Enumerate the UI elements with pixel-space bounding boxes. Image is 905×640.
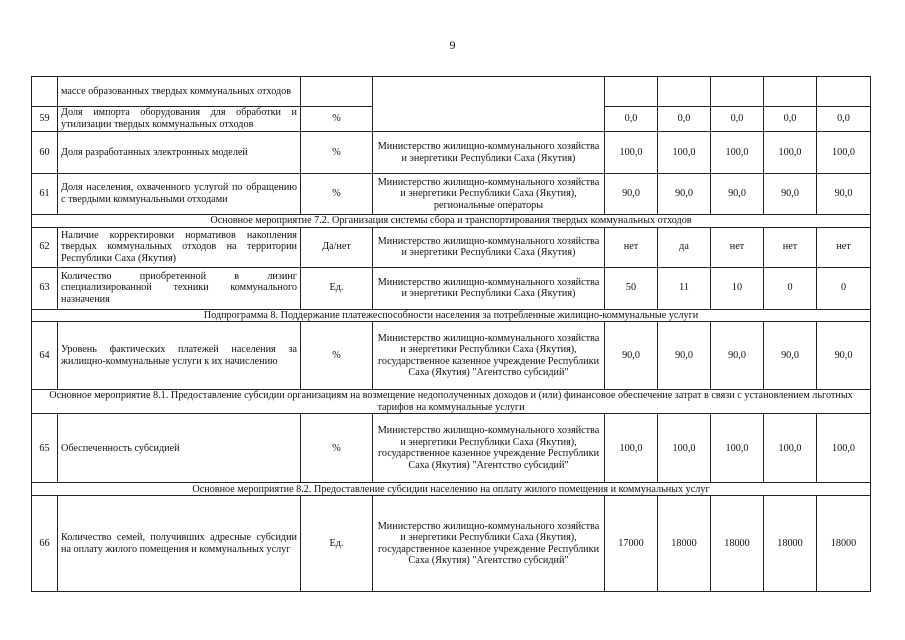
page-number: 9 <box>449 38 456 52</box>
executor-cell: Министерство жилищно-коммунального хозяйства и энергетики Республики Саха (Якутия), региональные операторы <box>373 174 605 215</box>
unit-cell: % <box>301 174 373 215</box>
executor-cell: Министерство жилищно-коммунального хозяйства и энергетики Республики Саха (Якутия) <box>373 267 605 309</box>
value-cell: нет <box>764 227 817 267</box>
indicator-cell: Доля импорта оборудования для обработки и утилизации твердых коммунальных отходов <box>58 107 301 132</box>
unit-cell: % <box>301 132 373 174</box>
value-cell: 0,0 <box>711 107 764 132</box>
value-cell: 100,0 <box>711 132 764 174</box>
value-cell: 100,0 <box>658 414 711 483</box>
unit-cell: % <box>301 107 373 132</box>
value-cell: 0 <box>817 267 871 309</box>
value-cell: 90,0 <box>711 322 764 390</box>
executor-cell: Министерство жилищно-коммунального хозяйства и энергетики Республики Саха (Якутия), государственное казенное учреждение Республики Саха (Якутия) "Агентство субсидий" <box>373 414 605 483</box>
value-cell: 0,0 <box>605 107 658 132</box>
section-header-row <box>32 309 871 322</box>
value-cell: 0,0 <box>764 107 817 132</box>
table-row <box>32 322 871 390</box>
row-number: 65 <box>32 414 58 483</box>
value-cell <box>817 77 871 107</box>
value-cell: 90,0 <box>658 322 711 390</box>
value-cell: 0,0 <box>658 107 711 132</box>
indicator-cell: массе образованных твердых коммунальных отходов <box>58 77 301 107</box>
table-row <box>32 496 871 592</box>
value-cell: 18000 <box>817 496 871 592</box>
value-cell: нет <box>605 227 658 267</box>
value-cell <box>764 77 817 107</box>
executor-cell: Министерство жилищно-коммунального хозяйства и энергетики Республики Саха (Якутия), государственное казенное учреждение Республики Саха (Якутия) "Агентство субсидий" <box>373 496 605 592</box>
section-header-row <box>32 215 871 228</box>
table-row <box>32 77 871 107</box>
value-cell: 10 <box>711 267 764 309</box>
value-cell: 100,0 <box>711 414 764 483</box>
row-number: 64 <box>32 322 58 390</box>
unit-cell: % <box>301 322 373 390</box>
value-cell: 100,0 <box>764 132 817 174</box>
table-row <box>32 174 871 215</box>
value-cell: 100,0 <box>658 132 711 174</box>
executor-cell: Министерство жилищно-коммунального хозяйства и энергетики Республики Саха (Якутия) <box>373 227 605 267</box>
value-cell: 0 <box>764 267 817 309</box>
section-title: Основное мероприятие 8.2. Предоставление субсидии населению на оплату жилого помещения и коммунальных услуг <box>32 483 871 496</box>
unit-cell: Ед. <box>301 267 373 309</box>
value-cell: 90,0 <box>658 174 711 215</box>
section-title: Подпрограмма 8. Поддержание платежеспособности населения за потребленные жилищно-коммунальные услуги <box>32 309 871 322</box>
table-row <box>32 414 871 483</box>
value-cell: да <box>658 227 711 267</box>
indicator-cell: Обеспеченность субсидией <box>58 414 301 483</box>
unit-cell <box>301 77 373 107</box>
value-cell: 90,0 <box>764 322 817 390</box>
value-cell: нет <box>817 227 871 267</box>
row-number: 62 <box>32 227 58 267</box>
section-title: Основное мероприятие 8.1. Предоставление субсидии организациям на возмещение недополученных доходов и (или) финансовое обеспечение затрат в связи с установлением льготных тарифов на коммунальные услуги <box>32 390 871 414</box>
indicator-cell: Количество приобретенной в лизинг специализированной техники коммунального назначения <box>58 267 301 309</box>
table-row <box>32 227 871 267</box>
row-number: 59 <box>32 107 58 132</box>
value-cell: 18000 <box>658 496 711 592</box>
value-cell: 90,0 <box>817 322 871 390</box>
indicator-cell: Уровень фактических платежей населения за жилищно-коммунальные услуги к их начислению <box>58 322 301 390</box>
executor-cell: Министерство жилищно-коммунального хозяйства и энергетики Республики Саха (Якутия), государственное казенное учреждение Республики Саха (Якутия) "Агентство субсидий" <box>373 322 605 390</box>
row-number: 61 <box>32 174 58 215</box>
indicator-cell: Количество семей, получивших адресные субсидии на оплату жилого помещения и коммунальных услуг <box>58 496 301 592</box>
value-cell: 100,0 <box>817 132 871 174</box>
row-number <box>32 77 58 107</box>
indicator-cell: Доля разработанных электронных моделей <box>58 132 301 174</box>
value-cell: 90,0 <box>817 174 871 215</box>
indicator-cell: Доля населения, охваченного услугой по обращению с твердыми коммунальными отходами <box>58 174 301 215</box>
row-number: 63 <box>32 267 58 309</box>
value-cell: 50 <box>605 267 658 309</box>
value-cell: 90,0 <box>764 174 817 215</box>
value-cell <box>658 77 711 107</box>
section-header-row <box>32 390 871 414</box>
indicator-cell: Наличие корректировки нормативов накопления твердых коммунальных отходов на территории Республики Саха (Якутия) <box>58 227 301 267</box>
value-cell: нет <box>711 227 764 267</box>
unit-cell: % <box>301 414 373 483</box>
value-cell: 100,0 <box>764 414 817 483</box>
unit-cell: Да/нет <box>301 227 373 267</box>
indicators-table <box>31 76 871 592</box>
section-header-row <box>32 483 871 496</box>
value-cell: 100,0 <box>605 414 658 483</box>
value-cell: 17000 <box>605 496 658 592</box>
value-cell: 11 <box>658 267 711 309</box>
section-title: Основное мероприятие 7.2. Организация системы сбора и транспортирования твердых коммунальных отходов <box>32 215 871 228</box>
row-number: 66 <box>32 496 58 592</box>
table-row <box>32 132 871 174</box>
value-cell: 90,0 <box>605 322 658 390</box>
value-cell: 90,0 <box>605 174 658 215</box>
value-cell: 100,0 <box>605 132 658 174</box>
value-cell: 0,0 <box>817 107 871 132</box>
value-cell: 90,0 <box>711 174 764 215</box>
row-number: 60 <box>32 132 58 174</box>
table-row <box>32 267 871 309</box>
value-cell <box>605 77 658 107</box>
value-cell: 18000 <box>764 496 817 592</box>
value-cell: 18000 <box>711 496 764 592</box>
value-cell: 100,0 <box>817 414 871 483</box>
executor-cell <box>373 77 605 132</box>
executor-cell: Министерство жилищно-коммунального хозяйства и энергетики Республики Саха (Якутия) <box>373 132 605 174</box>
value-cell <box>711 77 764 107</box>
unit-cell: Ед. <box>301 496 373 592</box>
